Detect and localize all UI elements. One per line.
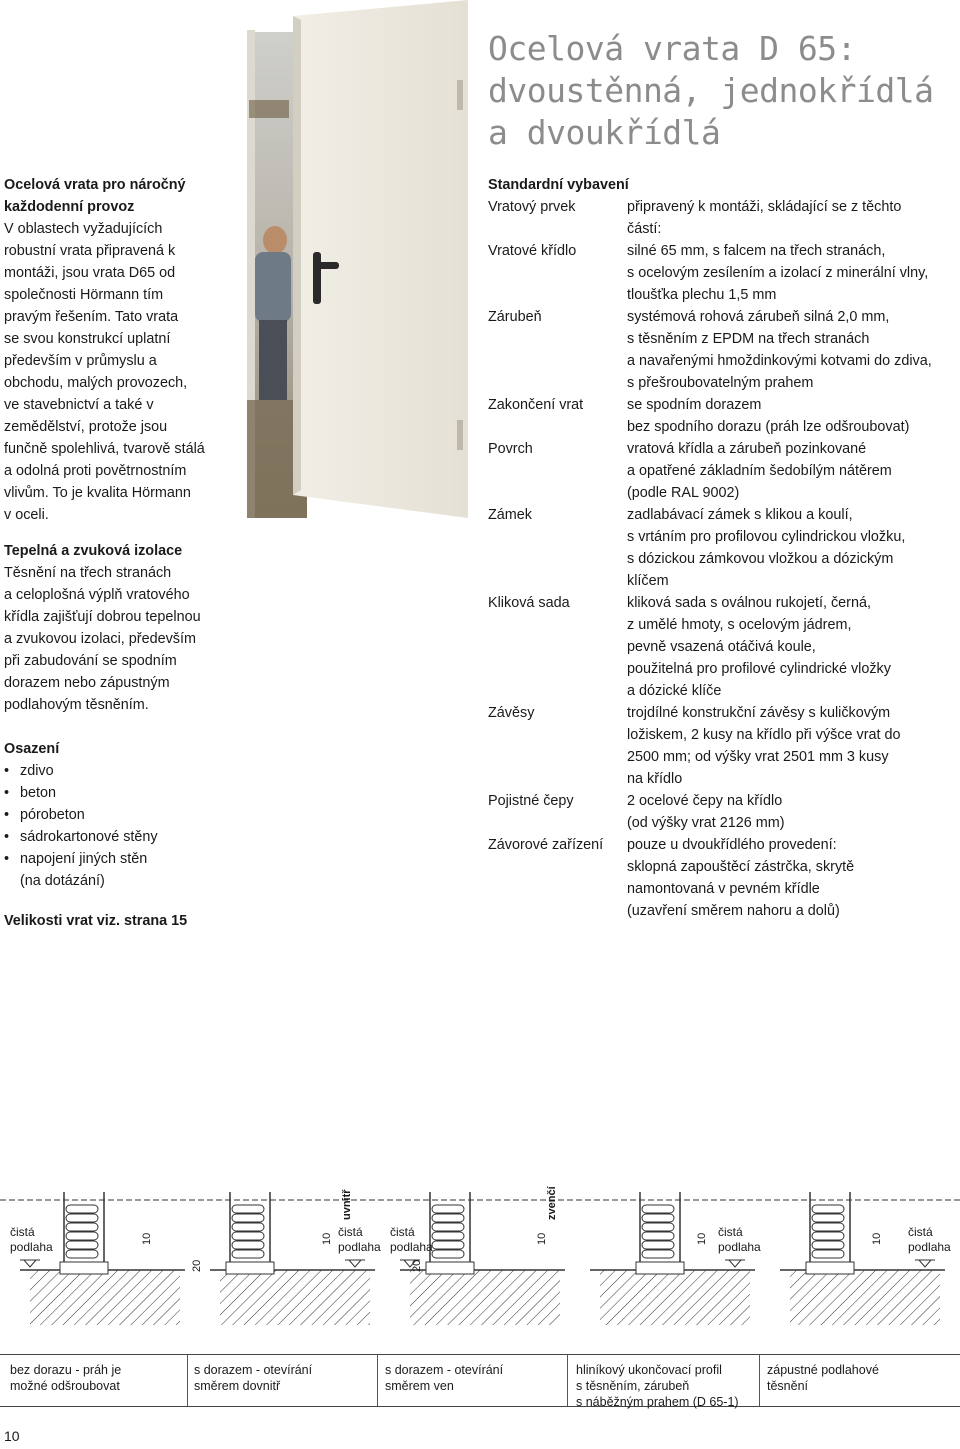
spec-key: Vratové křídlo (488, 243, 577, 259)
intro-line: pravým řešením. Tato vrata (4, 309, 179, 325)
spec-value-line: s ocelovým zesílením a izolací z minerální vlny, (627, 265, 929, 281)
spec-value-line: s těsněním z EPDM na třech stranách (627, 331, 870, 347)
spec-value-line: s dózickou zámkovou vložkou a dózickým (627, 551, 894, 567)
spec-row (488, 196, 953, 240)
insulation-fill (232, 1205, 264, 1258)
floor-label-1: čistá (390, 1225, 415, 1239)
threshold (426, 1262, 474, 1274)
insulation-fill (812, 1205, 844, 1258)
insulation-line: a celoplošná výplň vratového (4, 587, 190, 603)
spec-value (627, 438, 953, 504)
mounting-item: • zdivo (4, 760, 244, 782)
spec-value (627, 592, 953, 702)
floor-label-1: čistá (338, 1225, 363, 1239)
title-line-2: dvoustěnná, jednokřídlá (488, 71, 934, 110)
spec-key: Pojistné čepy (488, 793, 574, 809)
spec-value-line: a navařenými hmoždinkovými kotvami do zdiva, (627, 353, 932, 369)
intro-line: zemědělství, protože jsou (4, 419, 168, 435)
mounting-item: • sádrokartonové stěny (4, 826, 244, 848)
spec-value (627, 196, 953, 240)
threshold-drawings (0, 1150, 960, 1330)
spec-key: Zakončení vrat (488, 397, 584, 413)
caption-aluminium-profile (576, 1362, 739, 1410)
floor-hatch (220, 1270, 370, 1325)
threshold (636, 1262, 684, 1274)
spec-key: Povrch (488, 441, 533, 457)
spec-value-line: kliková sada s oválnou rukojetí, černá, (627, 595, 871, 611)
dimension-10: 10 (321, 1232, 333, 1245)
floor-label-2: podlaha (718, 1240, 761, 1254)
mounting-section (4, 738, 244, 892)
spec-value-line: se spodním dorazem (627, 397, 762, 413)
spec-value-line: a dózické klíče (627, 683, 722, 699)
spec-value-line: (od výšky vrat 2126 mm) (627, 815, 785, 831)
spec-value-line: bez spodního dorazu (práh lze odšroubovat) (627, 419, 910, 435)
dimension-10: 10 (141, 1232, 153, 1245)
mounting-item: • napojení jiných stěn (4, 848, 244, 870)
intro-line: ve stavebnictví a také v (4, 397, 154, 413)
dimension-10: 10 (536, 1232, 548, 1245)
intro-heading-1: Ocelová vrata pro náročný (4, 177, 186, 193)
spec-value-line: (uzavření směrem nahoru a dolů) (627, 903, 840, 919)
spec-row (488, 790, 953, 834)
spec-value-line: namontovaná v pevném křídle (627, 881, 820, 897)
spec-row (488, 306, 953, 394)
spec-value (627, 504, 953, 592)
dimension-10: 10 (696, 1232, 708, 1245)
dimension-10: 10 (871, 1232, 883, 1245)
spec-value (627, 834, 953, 922)
intro-line: a odolná proti povětrnostním (4, 463, 187, 479)
insulation-line: křídla zajišťují dobrou tepelnou (4, 609, 201, 625)
spec-key: Kliková sada (488, 595, 570, 611)
intro-text (4, 218, 244, 526)
caption-no-stop (10, 1362, 121, 1394)
mounting-heading: Osazení (4, 741, 60, 757)
floor-mark (24, 1260, 36, 1267)
spec-row (488, 504, 953, 592)
floor-label-2: podlaha (390, 1240, 433, 1254)
caption-line: možné odšroubovat (10, 1379, 120, 1393)
spec-value-line: trojdílné konstrukční závěsy s kuličkovým (627, 705, 891, 721)
threshold (226, 1262, 274, 1274)
title-line-1: Ocelová vrata D 65: (488, 29, 856, 68)
insulation-line: při zabudování se spodním (4, 653, 177, 669)
caption-stop-outward (385, 1362, 503, 1394)
caption-divider (377, 1354, 378, 1406)
intro-column (4, 174, 244, 932)
caption-line: s těsněním, zárubeň (576, 1379, 690, 1393)
spec-value-line: klíčem (627, 573, 669, 589)
title-line-3: a dvoukřídlá (488, 113, 721, 152)
threshold (60, 1262, 108, 1274)
intro-line: vlivům. To je kvalita Hörmann (4, 485, 191, 501)
caption-line: směrem ven (385, 1379, 454, 1393)
spec-row (488, 240, 953, 306)
insulation-fill (432, 1205, 464, 1258)
spec-value (627, 394, 953, 438)
inside-label: uvnitř (341, 1189, 353, 1220)
spec-row (488, 394, 953, 438)
floor-mark (729, 1260, 741, 1267)
intro-line: montáži, jsou vrata D65 od (4, 265, 176, 281)
spec-value-line: (podle RAL 9002) (627, 485, 740, 501)
spec-table (488, 196, 953, 922)
spec-key: Zámek (488, 507, 532, 523)
intro-line: především v průmyslu a (4, 353, 157, 369)
insulation-fill (642, 1205, 674, 1258)
insulation-line: a zvukovou izolaci, především (4, 631, 196, 647)
spec-value-line: systémová rohová zárubeň silná 2,0 mm, (627, 309, 890, 325)
spec-value-line: 2 ocelové čepy na křídlo (627, 793, 783, 809)
spec-value-line: s vrtáním pro profilovou cylindrickou vložku, (627, 529, 906, 545)
floor-label-1: čistá (908, 1225, 933, 1239)
mounting-item: • pórobeton (4, 804, 244, 826)
outside-label: zvenčí (546, 1186, 558, 1220)
intro-line: funčně spolehlivá, tvarově stálá (4, 441, 205, 457)
threshold-diagrams (0, 1150, 960, 1330)
insulation-line: dorazem nebo zápustným (4, 675, 170, 691)
door-photo (247, 0, 468, 518)
spec-key: Závorové zařízení (488, 837, 604, 853)
spec-key: Zárubeň (488, 309, 542, 325)
spec-heading: Standardní vybavení (488, 177, 629, 193)
spec-value-line: vratová křídla a zárubeň pozinkované (627, 441, 867, 457)
floor-mark (349, 1260, 361, 1267)
caption-bottom-rule (0, 1406, 960, 1407)
dimension-20: 20 (191, 1259, 203, 1272)
floor-hatch (790, 1270, 940, 1325)
caption-divider (187, 1354, 188, 1406)
floor-label-1: čistá (718, 1225, 743, 1239)
insulation-line: podlahovým těsněním. (4, 697, 149, 713)
spec-value-line: tloušťka plechu 1,5 mm (627, 287, 777, 303)
intro-line: V oblastech vyžadujících (4, 221, 163, 237)
spec-value-line: z umělé hmoty, s ocelovým jádrem, (627, 617, 852, 633)
caption-line: směrem dovnitř (194, 1379, 281, 1393)
spec-row (488, 438, 953, 504)
caption-line: těsnění (767, 1379, 809, 1393)
caption-divider (759, 1354, 760, 1406)
intro-heading-2: každodenní provoz (4, 199, 135, 215)
floor-hatch (30, 1270, 180, 1325)
spec-row (488, 702, 953, 790)
spec-value-line: s přešroubovatelným prahem (627, 375, 814, 391)
spec-value-line: použitelná pro profilové cylindrické vložky (627, 661, 891, 677)
spec-value (627, 790, 953, 834)
caption-top-rule (0, 1354, 960, 1355)
spec-value-line: připravený k montáži, skládající se z těchto (627, 199, 902, 215)
spec-value-line: ložiskem, 2 kusy na křídlo při výšce vrat do (627, 727, 901, 743)
caption-line: zápustné podlahové (767, 1363, 879, 1377)
insulation-heading: Tepelná a zvuková izolace (4, 543, 183, 559)
spec-value-line: zadlabávací zámek s klikou a koulí, (627, 507, 853, 523)
spec-value-line: sklopná zapouštěcí zástrčka, skrytě (627, 859, 855, 875)
threshold (806, 1262, 854, 1274)
intro-line: se svou konstrukcí uplatní (4, 331, 171, 347)
spec-value-line: částí: (627, 221, 662, 237)
spec-value (627, 306, 953, 394)
floor-hatch (600, 1270, 750, 1325)
standard-equipment (488, 174, 953, 922)
spec-value-line: pouze u dvoukřídlého provedení: (627, 837, 837, 853)
caption-flush-seal (767, 1362, 879, 1394)
floor-hatch (410, 1270, 560, 1325)
sizes-reference: Velikosti vrat viz. strana 15 (4, 913, 188, 929)
intro-line: robustní vrata připravená k (4, 243, 176, 259)
mounting-item: • beton (4, 782, 244, 804)
floor-label-2: podlaha (10, 1240, 53, 1254)
spec-value-line: na křídlo (627, 771, 683, 787)
intro-line: obchodu, malých provozech, (4, 375, 188, 391)
caption-line: hliníkový ukončovací profil (576, 1363, 722, 1377)
insulation-line: Těsnění na třech stranách (4, 565, 172, 581)
caption-stop-inward (194, 1362, 312, 1394)
spec-value-line: pevně vsazená otáčivá koule, (627, 639, 816, 655)
mounting-note: (na dotázání) (20, 873, 105, 889)
spec-key: Závěsy (488, 705, 535, 721)
spec-value-line: a opatřené základním šedobílým nátěrem (627, 463, 892, 479)
caption-line: s dorazem - otevírání (194, 1363, 313, 1377)
page-number: 10 (4, 1428, 20, 1444)
spec-key: Vratový prvek (488, 199, 576, 215)
insulation-fill (66, 1205, 98, 1258)
page-title (488, 28, 948, 154)
spec-row (488, 834, 953, 922)
spec-row (488, 592, 953, 702)
spec-value (627, 240, 953, 306)
caption-line: s náběžným prahem (D 65-1) (576, 1395, 739, 1409)
floor-mark (919, 1260, 931, 1267)
caption-divider (567, 1354, 568, 1406)
insulation-section (4, 540, 244, 716)
intro-line: společnosti Hörmann tím (4, 287, 164, 303)
mounting-list (4, 760, 244, 870)
floor-label-2: podlaha (338, 1240, 381, 1254)
caption-line: bez dorazu - práh je (10, 1363, 122, 1377)
floor-label-2: podlaha (908, 1240, 951, 1254)
floor-label-1: čistá (10, 1225, 35, 1239)
dimension-20: 20 (411, 1259, 423, 1272)
spec-value-line: 2500 mm; od výšky vrat 2501 mm 3 kusy (627, 749, 889, 765)
spec-value-line: silné 65 mm, s falcem na třech stranách, (627, 243, 886, 259)
spec-value (627, 702, 953, 790)
intro-line: v oceli. (4, 507, 49, 523)
caption-line: s dorazem - otevírání (385, 1363, 504, 1377)
